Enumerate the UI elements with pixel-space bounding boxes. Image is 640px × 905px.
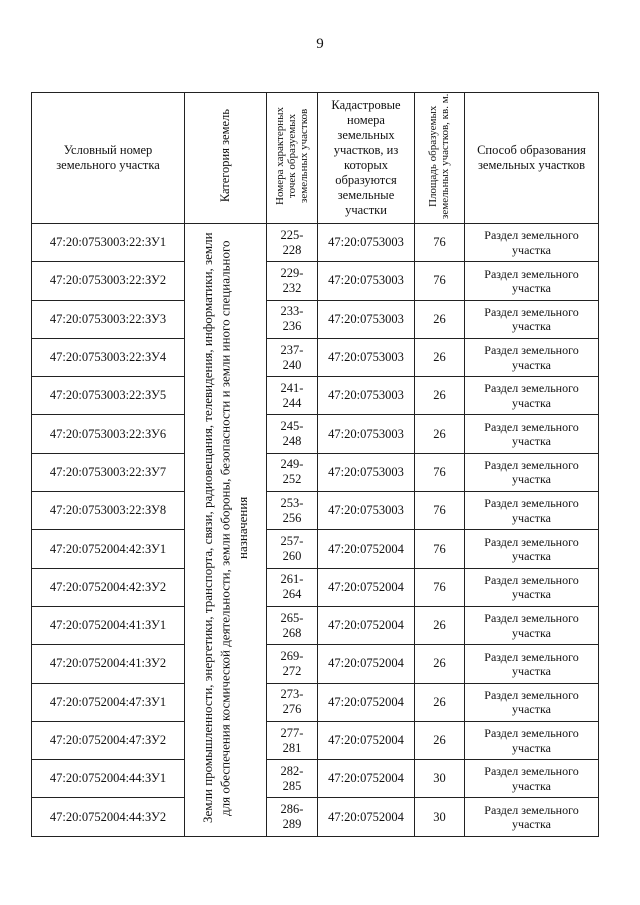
cell-conditional-number: 47:20:0753003:22:ЗУ1 xyxy=(32,224,185,262)
header-land-category xyxy=(185,93,267,224)
table-row xyxy=(32,492,599,530)
cell-area: 76 xyxy=(415,492,465,530)
table-row xyxy=(32,683,599,721)
cell-conditional-number: 47:20:0753003:22:ЗУ8 xyxy=(32,492,185,530)
cell-area: 30 xyxy=(415,798,465,836)
cell-point-numbers: 265- 268 xyxy=(267,606,318,644)
land-category-text: Земли промышленности, энергетики, транспорта, связи, радиовещания, телевидения, информатики, земли для обеспечения космической деятельности, земли обороны, безопасности и земли иного специального назначения xyxy=(200,232,251,824)
table-row xyxy=(32,721,599,759)
page-number: 9 xyxy=(316,36,324,52)
cell-point-numbers: 261- 264 xyxy=(267,568,318,606)
cell-method: Раздел земельного участка xyxy=(465,645,599,683)
cell-point-numbers: 282- 285 xyxy=(267,760,318,798)
cell-source-cadastral: 47:20:0752004 xyxy=(318,798,415,836)
cell-method: Раздел земельного участка xyxy=(465,568,599,606)
table-row xyxy=(32,798,599,836)
cell-area: 30 xyxy=(415,760,465,798)
cell-conditional-number: 47:20:0753003:22:ЗУ3 xyxy=(32,300,185,338)
cell-area: 76 xyxy=(415,262,465,300)
cell-method: Раздел земельного участка xyxy=(465,338,599,376)
cell-method: Раздел земельного участка xyxy=(465,453,599,491)
cell-source-cadastral: 47:20:0753003 xyxy=(318,415,415,453)
cell-area: 26 xyxy=(415,377,465,415)
header-method: Способ образования земельных участков xyxy=(465,93,599,224)
cell-area: 26 xyxy=(415,645,465,683)
cell-conditional-number: 47:20:0752004:47:ЗУ1 xyxy=(32,683,185,721)
cell-method: Раздел земельного участка xyxy=(465,721,599,759)
cell-method: Раздел земельного участка xyxy=(465,300,599,338)
table-header-row xyxy=(32,93,599,224)
cell-method: Раздел земельного участка xyxy=(465,760,599,798)
cell-conditional-number: 47:20:0752004:44:ЗУ2 xyxy=(32,798,185,836)
table-row xyxy=(32,415,599,453)
cell-source-cadastral: 47:20:0752004 xyxy=(318,530,415,568)
table-row xyxy=(32,300,599,338)
cell-land-category xyxy=(185,224,267,837)
cell-point-numbers: 237- 240 xyxy=(267,338,318,376)
cell-source-cadastral: 47:20:0753003 xyxy=(318,300,415,338)
cell-method: Раздел земельного участка xyxy=(465,530,599,568)
cell-method: Раздел земельного участка xyxy=(465,606,599,644)
cell-conditional-number: 47:20:0752004:44:ЗУ1 xyxy=(32,760,185,798)
cell-point-numbers: 245- 248 xyxy=(267,415,318,453)
land-plots-table xyxy=(31,92,599,837)
cell-conditional-number: 47:20:0752004:41:ЗУ2 xyxy=(32,645,185,683)
cell-area: 26 xyxy=(415,300,465,338)
cell-area: 26 xyxy=(415,721,465,759)
table-row xyxy=(32,645,599,683)
cell-conditional-number: 47:20:0753003:22:ЗУ2 xyxy=(32,262,185,300)
header-conditional-number: Условный номер земельного участка xyxy=(32,93,185,224)
cell-method: Раздел земельного участка xyxy=(465,224,599,262)
table-row xyxy=(32,262,599,300)
cell-area: 26 xyxy=(415,415,465,453)
cell-point-numbers: 277- 281 xyxy=(267,721,318,759)
cell-conditional-number: 47:20:0753003:22:ЗУ4 xyxy=(32,338,185,376)
cell-point-numbers: 233- 236 xyxy=(267,300,318,338)
cell-method: Раздел земельного участка xyxy=(465,492,599,530)
cell-point-numbers: 225- 228 xyxy=(267,224,318,262)
header-source-cadastral: Кадастровые номера земельных участков, из которых образуются земельные участки xyxy=(318,93,415,224)
cell-conditional-number: 47:20:0753003:22:ЗУ5 xyxy=(32,377,185,415)
cell-method: Раздел земельного участка xyxy=(465,415,599,453)
cell-area: 76 xyxy=(415,453,465,491)
cell-source-cadastral: 47:20:0752004 xyxy=(318,683,415,721)
cell-area: 76 xyxy=(415,568,465,606)
header-point-numbers xyxy=(267,93,318,224)
cell-source-cadastral: 47:20:0752004 xyxy=(318,606,415,644)
cell-source-cadastral: 47:20:0752004 xyxy=(318,760,415,798)
cell-source-cadastral: 47:20:0752004 xyxy=(318,568,415,606)
cell-area: 76 xyxy=(415,530,465,568)
header-area xyxy=(415,93,465,224)
table-row xyxy=(32,568,599,606)
table-row xyxy=(32,606,599,644)
cell-area: 26 xyxy=(415,683,465,721)
cell-point-numbers: 286- 289 xyxy=(267,798,318,836)
cell-source-cadastral: 47:20:0753003 xyxy=(318,453,415,491)
cell-source-cadastral: 47:20:0753003 xyxy=(318,262,415,300)
cell-area: 26 xyxy=(415,606,465,644)
cell-source-cadastral: 47:20:0753003 xyxy=(318,377,415,415)
cell-source-cadastral: 47:20:0752004 xyxy=(318,645,415,683)
cell-point-numbers: 257- 260 xyxy=(267,530,318,568)
table-row xyxy=(32,453,599,491)
table-row xyxy=(32,224,599,262)
cell-method: Раздел земельного участка xyxy=(465,377,599,415)
table-row xyxy=(32,760,599,798)
cell-point-numbers: 229- 232 xyxy=(267,262,318,300)
cell-point-numbers: 249- 252 xyxy=(267,453,318,491)
cell-point-numbers: 269- 272 xyxy=(267,645,318,683)
cell-conditional-number: 47:20:0752004:42:ЗУ1 xyxy=(32,530,185,568)
header-point-numbers-label: Номера характерных точек образуемых земельных участков xyxy=(273,107,311,205)
cell-source-cadastral: 47:20:0753003 xyxy=(318,338,415,376)
cell-source-cadastral: 47:20:0752004 xyxy=(318,721,415,759)
header-land-category-label: Категория земель xyxy=(218,109,232,203)
cell-point-numbers: 241- 244 xyxy=(267,377,318,415)
cell-conditional-number: 47:20:0753003:22:ЗУ7 xyxy=(32,453,185,491)
cell-method: Раздел земельного участка xyxy=(465,798,599,836)
cell-point-numbers: 273- 276 xyxy=(267,683,318,721)
header-area-label: Площадь образуемых земельных участков, кв. м. xyxy=(427,93,452,219)
cell-method: Раздел земельного участка xyxy=(465,683,599,721)
cell-method: Раздел земельного участка xyxy=(465,262,599,300)
cell-point-numbers: 253- 256 xyxy=(267,492,318,530)
table-row xyxy=(32,338,599,376)
cell-source-cadastral: 47:20:0753003 xyxy=(318,492,415,530)
table-row xyxy=(32,377,599,415)
cell-area: 26 xyxy=(415,338,465,376)
cell-conditional-number: 47:20:0752004:47:ЗУ2 xyxy=(32,721,185,759)
cell-area: 76 xyxy=(415,224,465,262)
cell-conditional-number: 47:20:0752004:41:ЗУ1 xyxy=(32,606,185,644)
table-row xyxy=(32,530,599,568)
cell-conditional-number: 47:20:0753003:22:ЗУ6 xyxy=(32,415,185,453)
cell-source-cadastral: 47:20:0753003 xyxy=(318,224,415,262)
cell-conditional-number: 47:20:0752004:42:ЗУ2 xyxy=(32,568,185,606)
